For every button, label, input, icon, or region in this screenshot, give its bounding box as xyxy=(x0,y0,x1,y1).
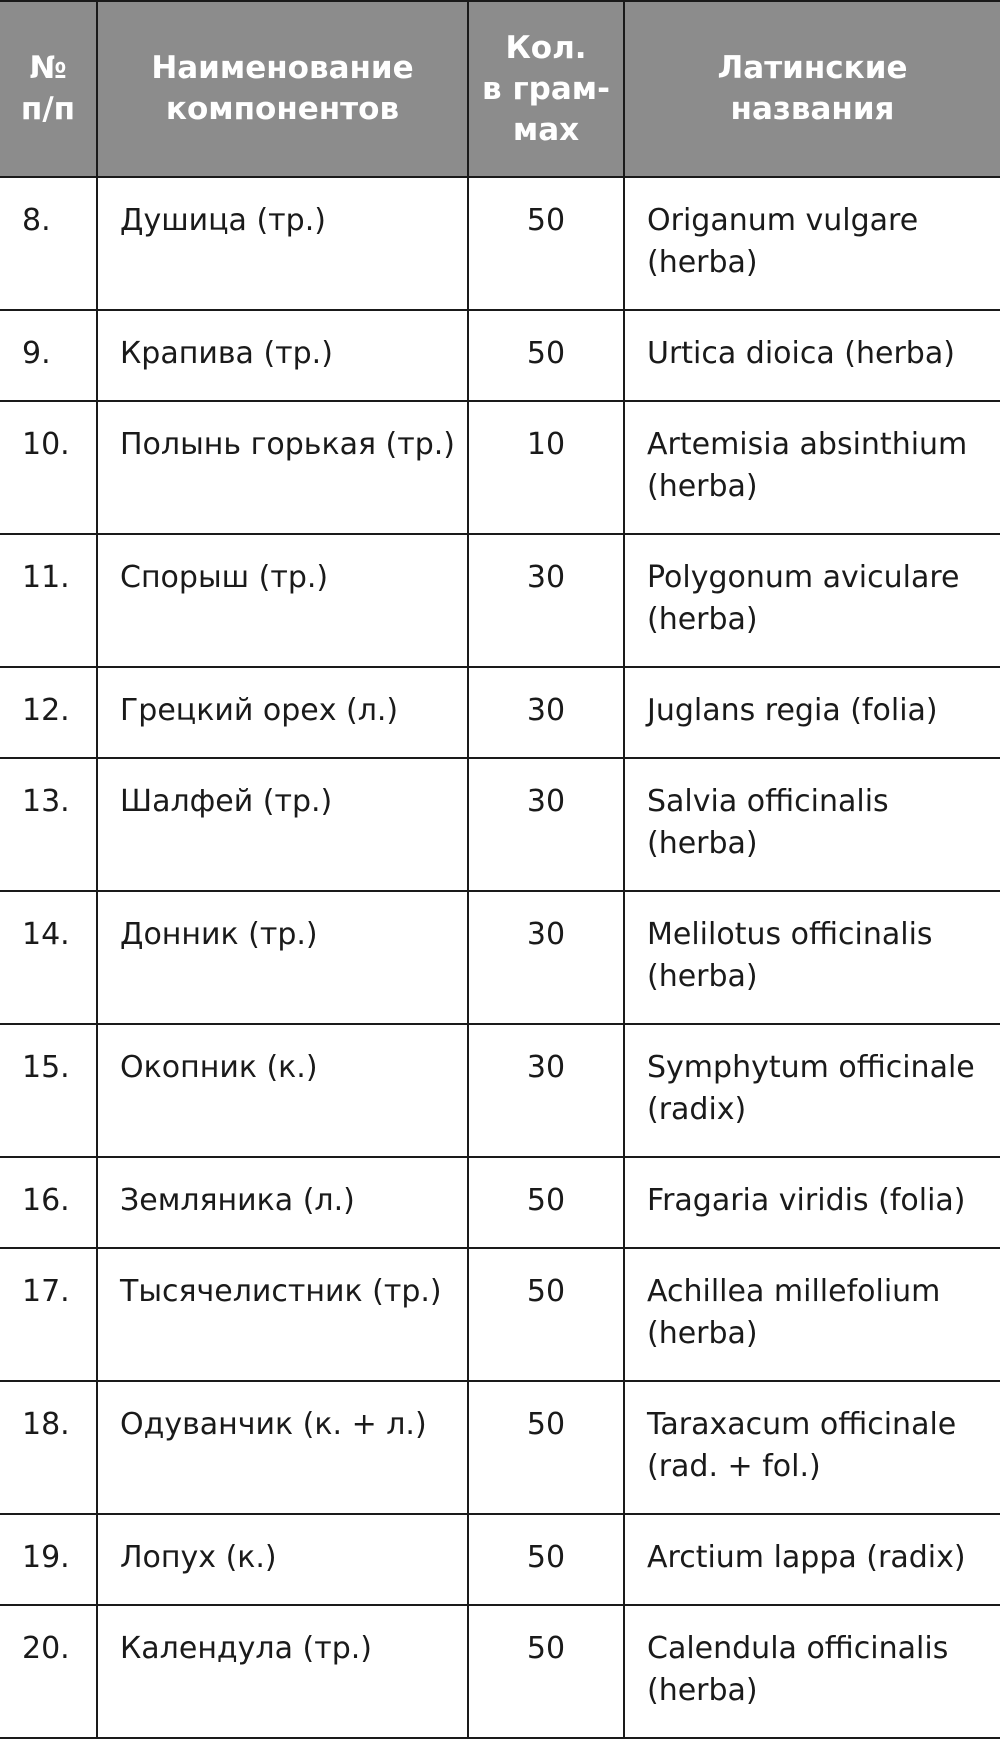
table-row xyxy=(0,1605,1000,1738)
table-row xyxy=(0,1024,1000,1157)
table-row xyxy=(0,667,1000,758)
table-row xyxy=(0,1248,1000,1381)
table-header xyxy=(0,1,1000,177)
cell-latin-name: Melilotus officinalis (herba) xyxy=(624,891,1000,1024)
cell-component-name: Спорыш (тр.) xyxy=(97,534,468,667)
cell-latin-name: Artemisia absinthium (herba) xyxy=(624,401,1000,534)
cell-latin-name: Juglans regia (folia) xyxy=(624,667,1000,758)
cell-number: 11. xyxy=(0,534,97,667)
cell-component-name: Одуванчик (к. + л.) xyxy=(97,1381,468,1514)
cell-component-name: Донник (тр.) xyxy=(97,891,468,1024)
cell-quantity: 30 xyxy=(468,667,624,758)
cell-latin-name: Salvia officinalis (herba) xyxy=(624,758,1000,891)
cell-component-name: Лопух (к.) xyxy=(97,1514,468,1605)
cell-quantity: 50 xyxy=(468,1157,624,1248)
cell-latin-name: Taraxacum officinale (rad. + fol.) xyxy=(624,1381,1000,1514)
cell-number: 18. xyxy=(0,1381,97,1514)
table-row xyxy=(0,891,1000,1024)
table-row xyxy=(0,1157,1000,1248)
cell-latin-name: Symphytum officinale (radix) xyxy=(624,1024,1000,1157)
cell-quantity: 30 xyxy=(468,534,624,667)
cell-latin-name: Origanum vulgare (herba) xyxy=(624,177,1000,310)
table-row xyxy=(0,1381,1000,1514)
cell-component-name: Календула (тр.) xyxy=(97,1605,468,1738)
table-row xyxy=(0,1514,1000,1605)
header-row xyxy=(0,1,1000,177)
cell-number: 14. xyxy=(0,891,97,1024)
cell-number: 9. xyxy=(0,310,97,401)
cell-component-name: Земляника (л.) xyxy=(97,1157,468,1248)
header-quantity-grams: Кол. в грам- мах xyxy=(468,1,624,177)
cell-quantity: 30 xyxy=(468,758,624,891)
cell-quantity: 50 xyxy=(468,177,624,310)
cell-latin-name: Polygonum aviculare (herba) xyxy=(624,534,1000,667)
table-row xyxy=(0,177,1000,310)
cell-number: 10. xyxy=(0,401,97,534)
table-row xyxy=(0,310,1000,401)
table-row xyxy=(0,758,1000,891)
cell-component-name: Шалфей (тр.) xyxy=(97,758,468,891)
cell-quantity: 50 xyxy=(468,1605,624,1738)
header-latin-name: Латинские названия xyxy=(624,1,1000,177)
cell-number: 12. xyxy=(0,667,97,758)
cell-quantity: 10 xyxy=(468,401,624,534)
cell-quantity: 50 xyxy=(468,1381,624,1514)
table-row xyxy=(0,534,1000,667)
cell-latin-name: Arctium lappa (radix) xyxy=(624,1514,1000,1605)
cell-quantity: 50 xyxy=(468,1514,624,1605)
cell-latin-name: Urtica dioica (herba) xyxy=(624,310,1000,401)
cell-component-name: Душица (тр.) xyxy=(97,177,468,310)
cell-number: 15. xyxy=(0,1024,97,1157)
table-row xyxy=(0,401,1000,534)
cell-quantity: 30 xyxy=(468,891,624,1024)
cell-component-name: Полынь горькая (тр.) xyxy=(97,401,468,534)
cell-component-name: Окопник (к.) xyxy=(97,1024,468,1157)
header-component-name: Наименование компонентов xyxy=(97,1,468,177)
cell-quantity: 50 xyxy=(468,310,624,401)
cell-quantity: 30 xyxy=(468,1024,624,1157)
cell-quantity: 50 xyxy=(468,1248,624,1381)
cell-number: 16. xyxy=(0,1157,97,1248)
header-number: № п/п xyxy=(0,1,97,177)
cell-number: 13. xyxy=(0,758,97,891)
cell-number: 8. xyxy=(0,177,97,310)
cell-number: 20. xyxy=(0,1605,97,1738)
cell-component-name: Тысячелистник (тр.) xyxy=(97,1248,468,1381)
cell-number: 17. xyxy=(0,1248,97,1381)
cell-latin-name: Fragaria viridis (folia) xyxy=(624,1157,1000,1248)
cell-latin-name: Achillea millefolium (herba) xyxy=(624,1248,1000,1381)
table-body xyxy=(0,177,1000,1738)
cell-number: 19. xyxy=(0,1514,97,1605)
cell-component-name: Крапива (тр.) xyxy=(97,310,468,401)
cell-component-name: Грецкий орех (л.) xyxy=(97,667,468,758)
cell-latin-name: Calendula officinalis (herba) xyxy=(624,1605,1000,1738)
